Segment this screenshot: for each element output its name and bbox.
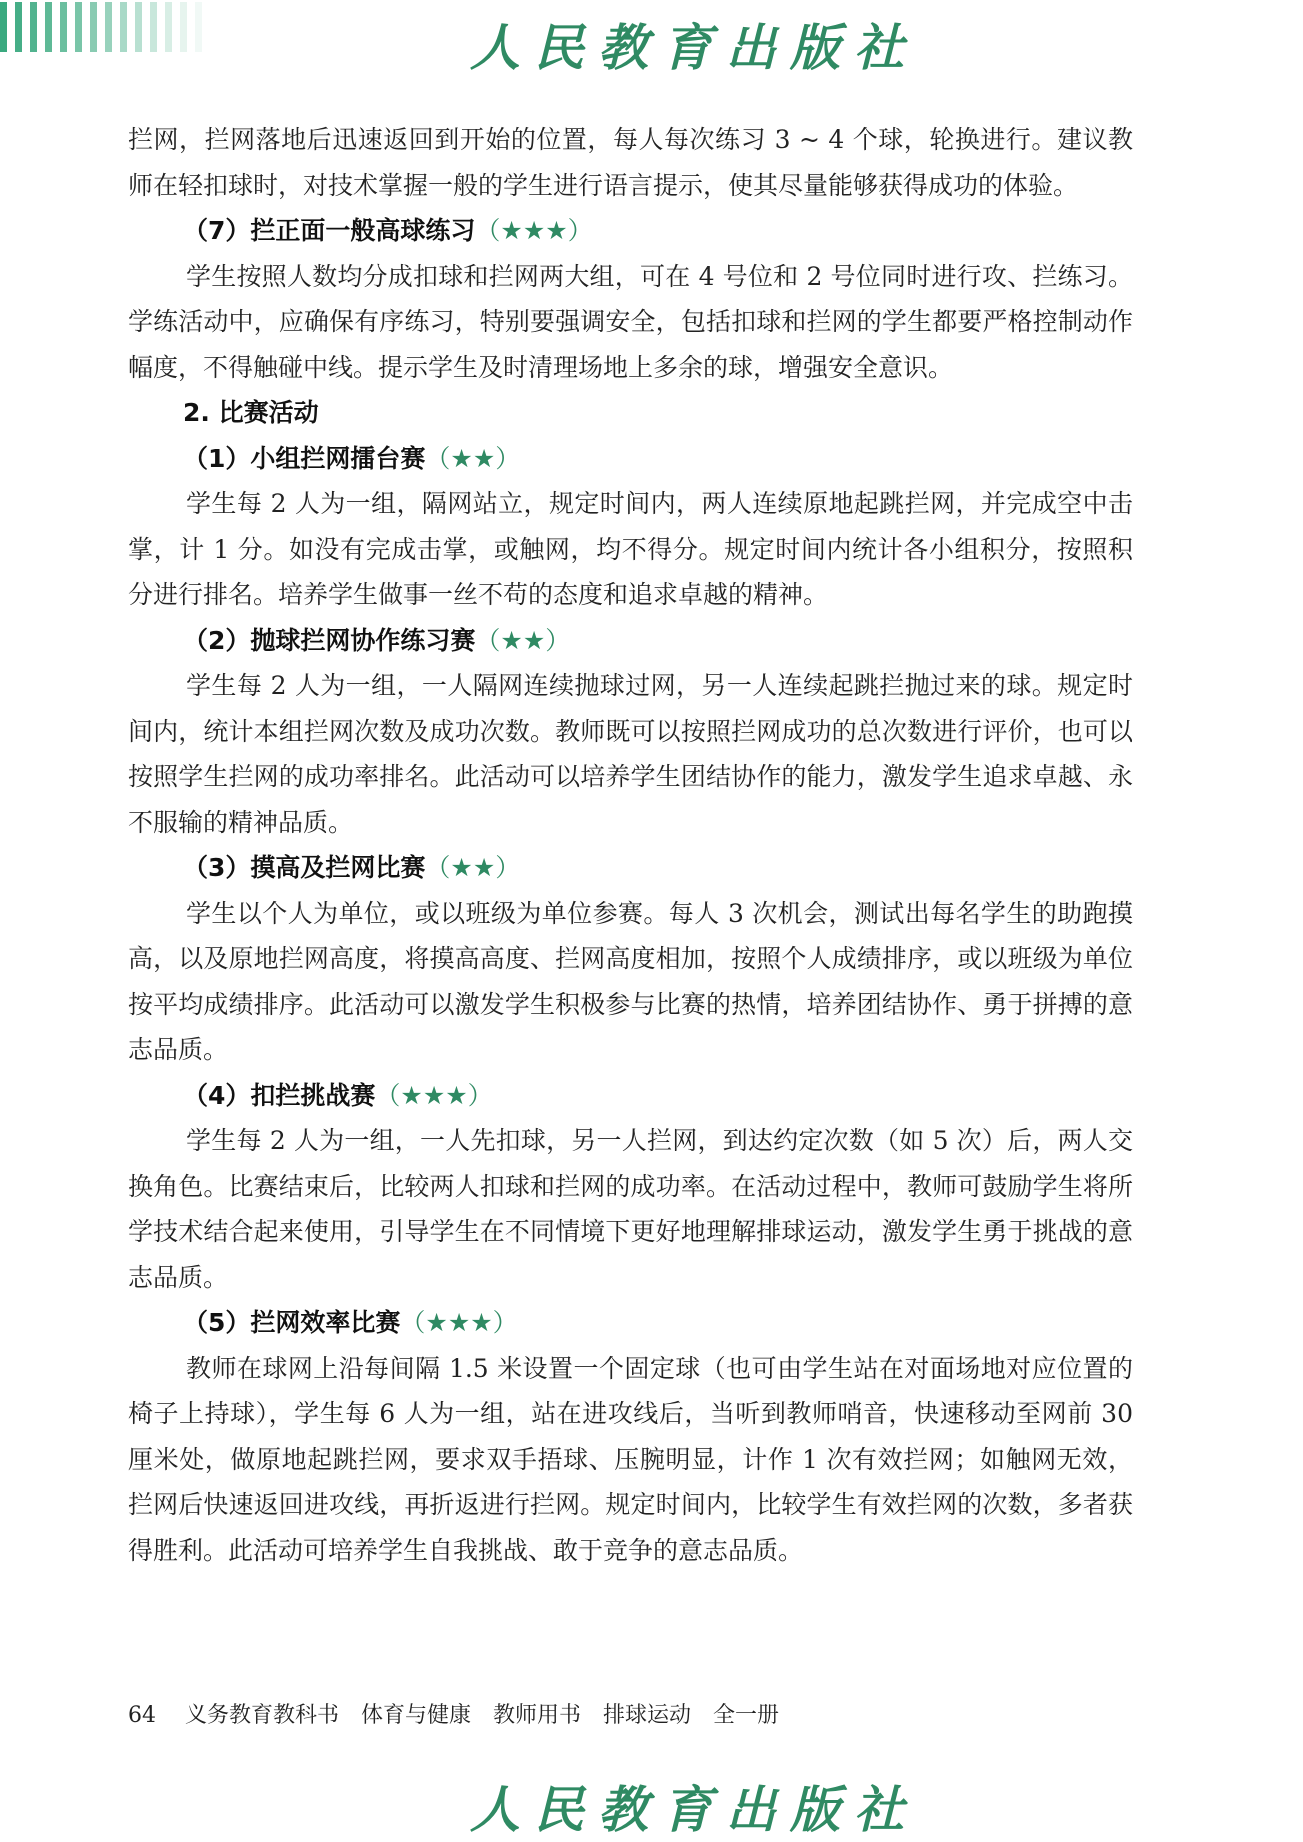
body-paragraph: 拦网，拦网落地后迅速返回到开始的位置，每人每次练习 3 ~ 4 个球，轮换进行。建议教师在轻扣球时，对技术掌握一般的学生进行语言提示，使其尽量能够获得成功的体验。 <box>128 125 1133 200</box>
book-title: 义务教育教科书 体育与健康 教师用书 排球运动 全一册 <box>185 1703 780 1728</box>
heading-title: （1）小组拦网擂台赛 <box>183 443 426 473</box>
publisher-logo-top: 人民教育出版社 <box>470 18 918 77</box>
header-stripe <box>0 2 7 52</box>
section-heading <box>128 390 1133 436</box>
section-heading <box>128 1300 1133 1346</box>
header-stripe <box>30 2 37 52</box>
difficulty-stars: （★★★） <box>475 216 593 245</box>
section-heading <box>128 845 1133 891</box>
heading-title: （2）抛球拦网协作练习赛 <box>183 625 476 655</box>
heading-title: （5）拦网效率比赛 <box>183 1308 401 1337</box>
difficulty-stars: （★★★） <box>375 1080 493 1110</box>
header-stripe <box>135 2 142 52</box>
page-body <box>128 117 1133 1573</box>
header-stripe <box>150 2 157 52</box>
difficulty-stars: （★★） <box>425 443 521 473</box>
header-stripe <box>180 2 187 52</box>
body-paragraph: 教师在球网上沿每间隔 1.5 米设置一个固定球（也可由学生站在对面场地对应位置的椅子上持球），学生每 6 人为一组，站在进攻线后，当听到教师哨音，快速移动至网前 30 厘米处，做原地起跳拦网，要求双手捂球、压腕明显，计作 1 次有效拦网；如触网无效，拦网后快速返回进攻线，再折返进行拦网。规定时间内，比较学生有效拦网的次数，多者获得胜利。此活动可培养学生自我挑战、敢于竞争的意志品质。 <box>128 1353 1133 1565</box>
section-heading <box>128 436 1133 482</box>
body-paragraph: 学生每 2 人为一组，一人隔网连续抛球过网，另一人连续起跳拦抛过来的球。规定时间内，统计本组拦网次数及成功次数。教师既可以按照拦网成功的总次数进行评价，也可以按照学生拦网的成功率排名。此活动可以培养学生团结协作的能力，激发学生追求卓越、永不服输的精神品质。 <box>128 671 1133 837</box>
page-number: 64 <box>128 1703 156 1728</box>
header-stripe <box>45 2 52 52</box>
heading-title: （4）扣拦挑战赛 <box>183 1080 376 1110</box>
section-heading <box>128 208 1133 254</box>
difficulty-stars: （★★） <box>425 853 521 882</box>
publisher-logo-bottom: 人民教育出版社 <box>470 1780 918 1839</box>
header-stripe <box>120 2 127 52</box>
difficulty-stars: （★★★） <box>400 1308 518 1337</box>
header-stripe <box>90 2 97 52</box>
body-paragraph: 学生每 2 人为一组，隔网站立，规定时间内，两人连续原地起跳拦网，并完成空中击掌，计 1 分。如没有完成击掌，或触网，均不得分。规定时间内统计各小组积分，按照积分进行排名。培养学生做事一丝不苟的态度和追求卓越的精神。 <box>128 489 1133 609</box>
section-heading <box>128 1073 1133 1119</box>
page-footer <box>128 1698 779 1729</box>
heading-title: （3）摸高及拦网比赛 <box>183 853 426 882</box>
header-stripe <box>15 2 22 52</box>
section-heading <box>128 618 1133 664</box>
header-stripe <box>105 2 112 52</box>
heading-title: （7）拦正面一般高球练习 <box>183 216 476 245</box>
body-paragraph: 学生以个人为单位，或以班级为单位参赛。每人 3 次机会，测试出每名学生的助跑摸高，以及原地拦网高度，将摸高高度、拦网高度相加，按照个人成绩排序，或以班级为单位按平均成绩排序。此活动可以激发学生积极参与比赛的热情，培养团结协作、勇于拼搏的意志品质。 <box>128 898 1133 1064</box>
body-paragraph: 学生按照人数均分成扣球和拦网两大组，可在 4 号位和 2 号位同时进行攻、拦练习。学练活动中，应确保有序练习，特别要强调安全，包括扣球和拦网的学生都要严格控制动作幅度，不得触碰中线。提示学生及时清理场地上多余的球，增强安全意识。 <box>128 261 1133 382</box>
body-paragraph: 学生每 2 人为一组，一人先扣球，另一人拦网，到达约定次数（如 5 次）后，两人交换角色。比赛结束后，比较两人扣球和拦网的成功率。在活动过程中，教师可鼓励学生将所学技术结合起来使用，引导学生在不同情境下更好地理解排球运动，激发学生勇于挑战的意志品质。 <box>128 1126 1133 1292</box>
heading-title: 2. 比赛活动 <box>183 398 319 427</box>
header-stripe <box>195 2 202 52</box>
difficulty-stars: （★★） <box>475 625 571 655</box>
header-stripe <box>60 2 67 52</box>
header-stripe <box>75 2 82 52</box>
header-stripe <box>165 2 172 52</box>
header-stripes <box>0 2 202 52</box>
